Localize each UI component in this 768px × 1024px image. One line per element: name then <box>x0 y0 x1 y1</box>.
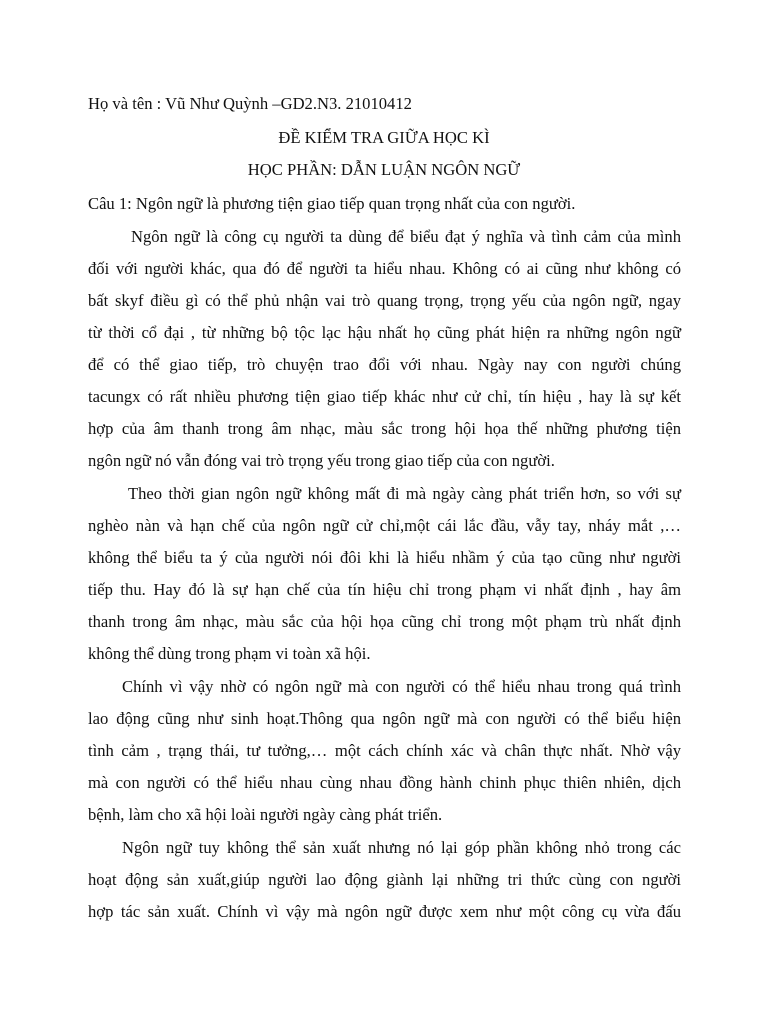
paragraph-2-line-2: nghèo nàn và hạn chế của ngôn ngữ cử chỉ,một cái lắc đầu, vẫy tay, nháy mắt ,… <box>88 516 681 535</box>
paragraph-2-line-3: không thể biểu ta ý của người nói đôi khi là hiểu nhầm ý của tạo cũng như người <box>88 548 681 567</box>
paragraph-4-line-3: hợp tác sản xuất. Chính vì vậy mà ngôn ngữ được xem như một công cụ vừa đấu <box>88 902 681 921</box>
paragraph-3-line-1: Chính vì vậy nhờ có ngôn ngữ mà con người có thể hiểu nhau trong quá trình <box>122 677 681 696</box>
paragraph-1-line-6: tacungx có rất nhiều phương tiện giao tiếp khác như cử chỉ, tín hiệu , hay là sự kết <box>88 387 681 406</box>
paragraph-3-line-3: tình cảm , trạng thái, tư tưởng,… một cách chính xác và chân thực nhất. Nhờ vậy <box>88 741 681 760</box>
paragraph-3-line-5: bệnh, làm cho xã hội loài người ngày càng phát triển. <box>88 805 443 824</box>
course-title: HỌC PHẦN: DẪN LUẬN NGÔN NGỮ <box>247 160 521 179</box>
paragraph-2-line-6: không thể dùng trong phạm vi toàn xã hội. <box>88 644 371 663</box>
paragraph-2-line-1: Theo thời gian ngôn ngữ không mất đi mà ngày càng phát triển hơn, so với sự <box>128 484 681 503</box>
paragraph-2-line-4: tiếp thu. Hay đó là sự hạn chế của tín hiệu chỉ trong phạm vi nhất định , hay âm <box>88 580 681 599</box>
paragraph-1-line-4: từ thời cổ đại , từ những bộ tộc lạc hậu nhất họ cũng phát hiện ra những ngôn ngữ <box>88 323 681 342</box>
paragraph-2-line-5: thanh trong âm nhạc, màu sắc của hội họa cũng chỉ trong một phạm trù nhất định <box>88 612 681 631</box>
exam-title: ĐỀ KIỂM TRA GIỮA HỌC KÌ <box>278 128 490 147</box>
paragraph-1-line-7: hợp của âm thanh trong âm nhạc, màu sắc trong hội họa thế những phương tiện <box>88 419 681 438</box>
paragraph-1-line-5: để có thể giao tiếp, trò chuyện trao đổi với nhau. Ngày nay con người chúng <box>88 355 681 374</box>
paragraph-1-line-8: ngôn ngữ nó vẫn đóng vai trò trọng yếu trong giao tiếp của con người. <box>88 451 555 470</box>
paragraph-4-line-1: Ngôn ngữ tuy không thể sản xuất nhưng nó lại góp phần không nhỏ trong các <box>122 838 681 857</box>
paragraph-1-line-2: đối với người khác, qua đó để người ta hiểu nhau. Không có ai cũng như không có <box>88 259 681 278</box>
paragraph-3-line-4: mà con người có thể hiểu nhau cùng nhau đồng hành chinh phục thiên nhiên, dịch <box>88 773 681 792</box>
student-name-line: Họ và tên : Vũ Như Quỳnh –GD2.N3. 21010412 <box>88 94 412 113</box>
paragraph-3-line-2: lao động cũng như sinh hoạt.Thông qua ngôn ngữ mà con người có thể biểu hiện <box>88 709 681 728</box>
paragraph-1-line-1: Ngôn ngữ là công cụ người ta dùng để biểu đạt ý nghĩa và tình cảm của mình <box>131 227 681 246</box>
paragraph-1-line-3: bất skyf điều gì có thể phủ nhận vai trò quang trọng, trọng yếu của ngôn ngữ, ngay <box>88 291 681 310</box>
question-heading: Câu 1: Ngôn ngữ là phương tiện giao tiếp quan trọng nhất của con người. <box>88 194 576 213</box>
paragraph-4-line-2: hoạt động sản xuất,giúp người lao động giành lại những tri thức cùng con người <box>88 870 681 889</box>
